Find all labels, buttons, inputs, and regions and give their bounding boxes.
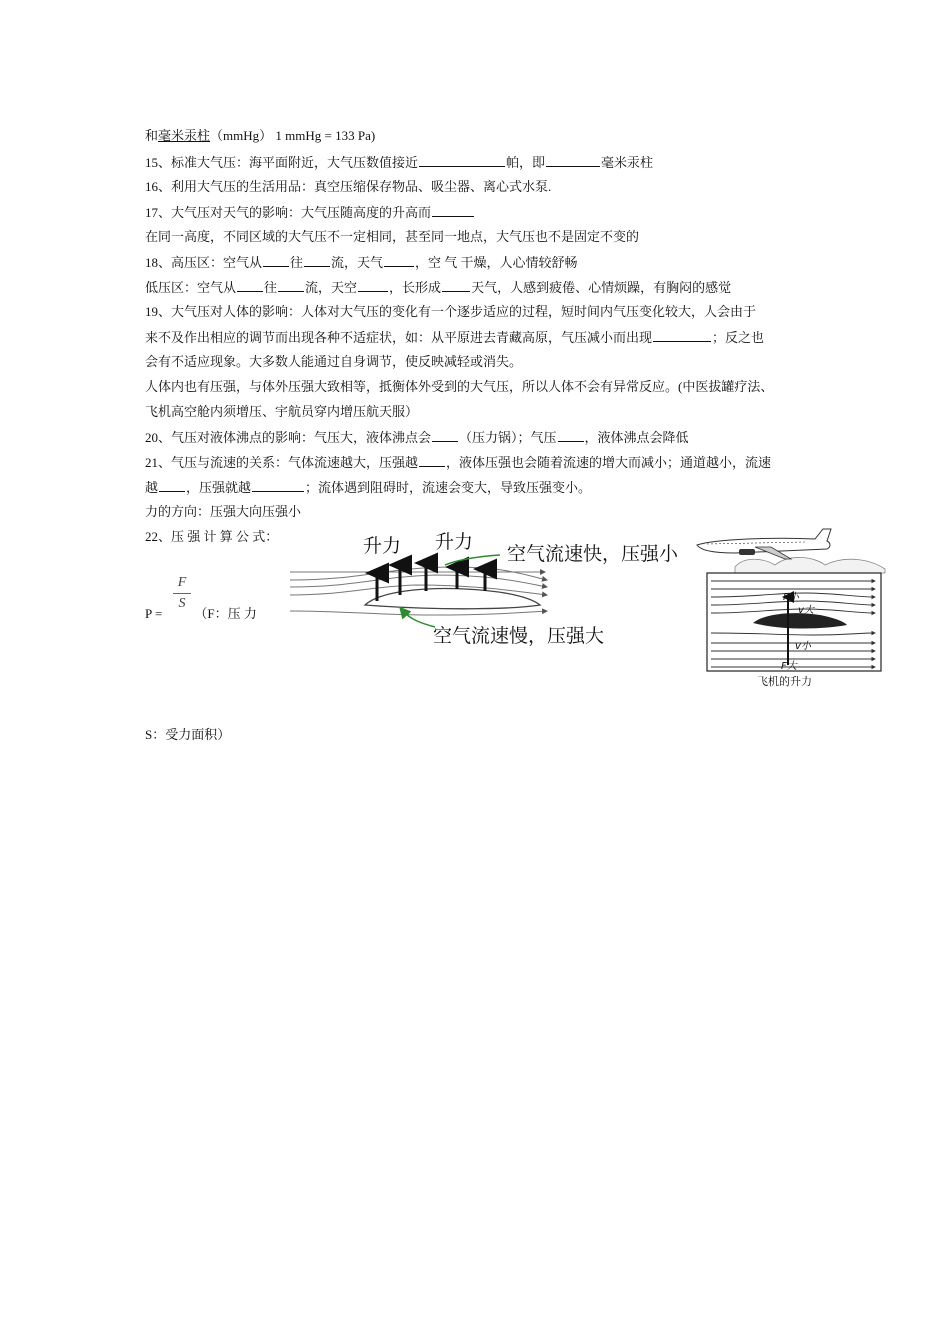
text: 往 [264, 280, 278, 295]
text: 帕，即 [506, 155, 546, 170]
text: （mmHg） 1 mmHg = 133 Pa) [210, 128, 376, 143]
slow-flow-label: 空气流速慢，压强大 [433, 625, 605, 647]
fraction-denominator: S [178, 596, 186, 611]
fast-flow-label: 空气流速快，压强小 [507, 543, 679, 565]
fill-blank[interactable] [442, 279, 470, 292]
text: ，液体压强也会随着流速的增大而减小；通道越小，流速 [446, 455, 772, 470]
airplane-lift-figure [695, 525, 900, 690]
line-19b [145, 329, 764, 346]
fill-blank[interactable] [304, 254, 330, 267]
force-small-label: F小 [783, 592, 799, 603]
text: 来不及作出相应的调节而出现各种不适症状，如：从平原进去青藏高原，气压减小而出现 [145, 330, 653, 345]
line-18b [145, 279, 731, 296]
fill-blank[interactable] [432, 429, 458, 442]
line-18 [145, 254, 578, 271]
text: 低压区：空气从 [145, 280, 237, 295]
lift-label: 升力 [435, 531, 474, 553]
text: 和 [145, 128, 159, 143]
fill-blank[interactable] [278, 279, 304, 292]
line-15 [145, 154, 653, 171]
force-big-label: F大 [781, 661, 797, 672]
text: （压力锅）；气压 [459, 430, 557, 445]
line-formula [145, 606, 257, 622]
fill-blank[interactable] [419, 154, 505, 167]
airplane-icon [697, 529, 831, 559]
fill-blank[interactable] [432, 204, 474, 217]
text: ，液体沸点会降低 [584, 430, 689, 445]
fill-blank[interactable] [419, 454, 445, 467]
fill-blank[interactable] [237, 279, 263, 292]
text: ；流体遇到阻碍时，流速会变大，导致压强变小。 [305, 480, 592, 495]
lift-label: 升力 [363, 535, 402, 557]
line-19d: 人体内也有压强，与体外压强大致相等，抵衡体外受到的大气压，所以人体不会有异常反应。(中医拔罐疗法、 [145, 379, 774, 394]
wing-lift-figure [285, 525, 685, 655]
fraction-bar [173, 593, 191, 594]
text: 18、高压区：空气从 [145, 255, 263, 270]
line-force-direction: 力的方向：压强大向压强小 [145, 504, 302, 519]
velocity-big-label: v大 [798, 605, 814, 616]
text: 毫米汞柱 [601, 155, 654, 170]
line-20 [145, 429, 689, 446]
formula-lhs: P = [145, 606, 163, 621]
fraction-numerator: F [177, 575, 187, 590]
fill-blank[interactable] [358, 279, 388, 292]
line-19: 19、大气压对人体的影响：人体对大气压的变化有一个逐步适应的过程，短时间内气压变化较大，人会由于 [145, 304, 757, 319]
line-21 [145, 454, 771, 471]
fill-blank[interactable] [159, 479, 185, 492]
text: 17、大气压对天气的影响：大气压随高度的升高而 [145, 205, 432, 220]
text: 流，天空 [305, 280, 358, 295]
velocity-small-label: v小 [795, 641, 811, 652]
formula-fraction [173, 574, 191, 613]
figure-caption: 飞机的升力 [757, 675, 812, 688]
text-underlined: 毫米汞柱 [158, 128, 211, 143]
text: 越 [145, 480, 159, 495]
text: ；反之也 [712, 330, 765, 345]
text: ，压强就越 [186, 480, 252, 495]
fill-blank[interactable] [546, 154, 600, 167]
line-19e: 飞机高空舱内须增压、宇航员穿内增压航天服） [145, 404, 419, 419]
text: ，空 气 干燥，人心情较舒畅 [415, 255, 578, 270]
fill-blank[interactable] [653, 329, 711, 342]
fill-blank[interactable] [384, 254, 414, 267]
fill-blank[interactable] [263, 254, 289, 267]
text: 流，天气 [331, 255, 384, 270]
line-16: 16、利用大气压的生活用品：真空压缩保存物品、吸尘器、离心式水泵. [145, 179, 552, 194]
text: 21、气压与流速的关系：气体流速越大，压强越 [145, 455, 419, 470]
line-unit [145, 128, 375, 144]
text: 20、气压对液体沸点的影响：气压大，液体沸点会 [145, 430, 432, 445]
text: 往 [290, 255, 304, 270]
line-area: S：受力面积） [145, 727, 231, 742]
line-17b: 在同一高度，不同区域的大气压不一定相同，甚至同一地点，大气压也不是固定不变的 [145, 229, 640, 244]
text: 15、标准大气压：海平面附近，大气压数值接近 [145, 155, 419, 170]
fill-blank[interactable] [252, 479, 304, 492]
text: ，长形成 [389, 280, 442, 295]
text: 天气，人感到疲倦、心情烦躁，有胸闷的感觉 [471, 280, 732, 295]
line-17 [145, 204, 475, 221]
fill-blank[interactable] [558, 429, 584, 442]
line-21b [145, 479, 591, 496]
line-22: 22、压 强 计 算 公 式： [145, 529, 279, 544]
formula-legend: （F：压 力 [194, 606, 257, 621]
line-19c: 会有不适应现象。大多数人能通过自身调节，使反映减轻或消失。 [145, 354, 523, 369]
